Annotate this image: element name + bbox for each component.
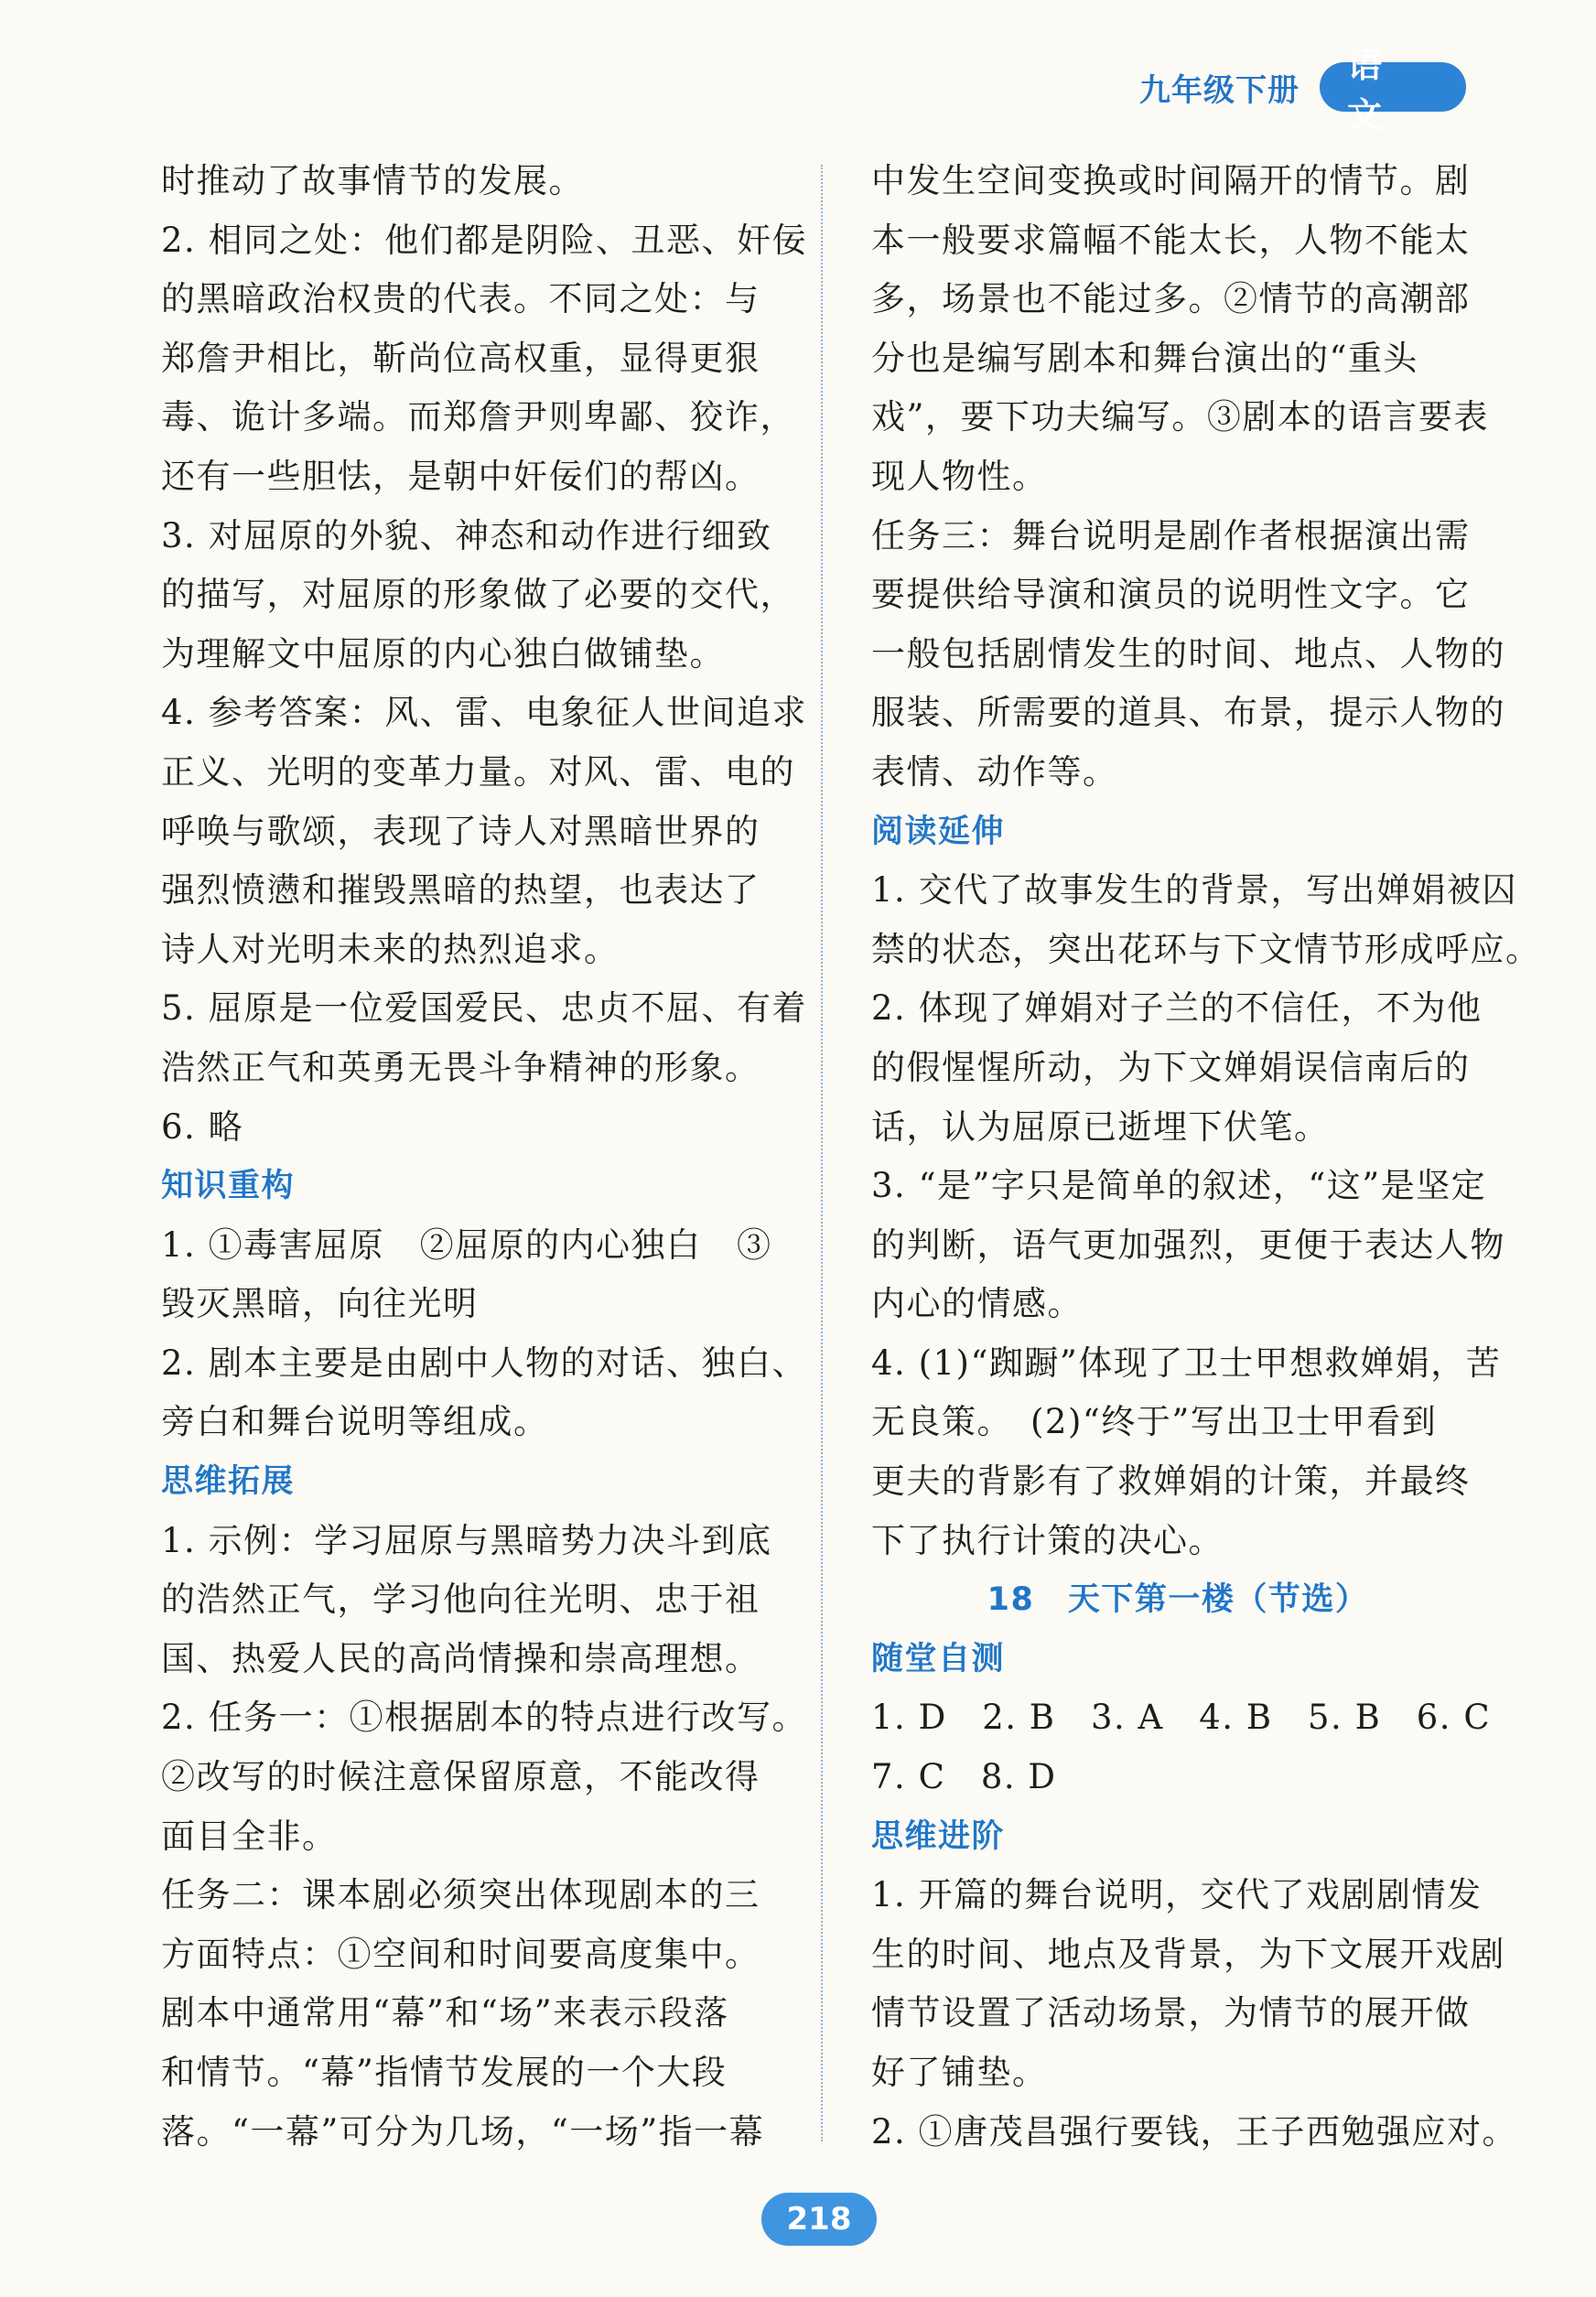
text-line: 正义、光明的变革力量。对风、雷、电的 bbox=[161, 751, 795, 792]
text-line: 任务三：舞台说明是剧作者根据演出需 bbox=[871, 515, 1471, 555]
text-line: 4. 参考答案：风、雷、电象征人世间追求 bbox=[161, 693, 808, 733]
text-line: 多，场景也不能过多。②情节的高潮部 bbox=[871, 279, 1471, 319]
text-line: 好了铺垫。 bbox=[871, 2053, 1048, 2092]
page-number: 218 bbox=[761, 2193, 877, 2246]
right-column bbox=[871, 152, 1541, 2162]
text-line: 本一般要求篇幅不能太长，人物不能太 bbox=[871, 220, 1471, 260]
text-line: 下了执行计策的决心。 bbox=[871, 1520, 1224, 1560]
section-heading: 阅读延伸 bbox=[871, 813, 1006, 850]
text-line: 郑詹尹相比，靳尚位高权重，显得更狠 bbox=[161, 338, 760, 378]
text-line: 2. 剧本主要是由剧中人物的对话、独白、 bbox=[161, 1343, 808, 1383]
text-line: 毒、诡计多端。而郑詹尹则卑鄙、狡诈， bbox=[161, 397, 795, 437]
text-line: 为理解文中屈原的内心独白做铺垫。 bbox=[161, 633, 725, 674]
text-line: 1. 交代了故事发生的背景，写出婵娟被囚 bbox=[871, 870, 1518, 911]
text-line: 和情节。“幕”指情节发展的一个大段 bbox=[161, 2053, 728, 2092]
subject-badge: 语文 bbox=[1320, 62, 1466, 112]
text-line: 毁灭黑暗，向往光明 bbox=[161, 1284, 479, 1324]
text-line: 1. D 2. B 3. A 4. B 5. B 6. C bbox=[871, 1698, 1492, 1738]
text-line: 国、热爱人民的高尚情操和崇高理想。 bbox=[161, 1638, 760, 1678]
text-line: 6. 略 bbox=[161, 1106, 244, 1147]
text-line: 时推动了故事情节的发展。 bbox=[161, 161, 584, 200]
text-line: 2. 相同之处：他们都是阴险、丑恶、奸佞 bbox=[161, 220, 808, 260]
text-line: 浩然正气和英勇无畏斗争精神的形象。 bbox=[161, 1047, 760, 1087]
left-column bbox=[161, 152, 808, 2162]
text-line: 表情、动作等。 bbox=[871, 751, 1118, 792]
lesson-title: 18 天下第一楼（节选） bbox=[987, 1581, 1369, 1619]
column-divider bbox=[821, 165, 823, 2141]
text-line: 一般包括剧情发生的时间、地点、人物的 bbox=[871, 633, 1505, 674]
text-line: 3. 对屈原的外貌、神态和动作进行细致 bbox=[161, 515, 772, 555]
text-line: 的浩然正气，学习他向往光明、忠于祖 bbox=[161, 1580, 760, 1620]
text-line: 诗人对光明未来的热烈追求。 bbox=[161, 929, 620, 969]
text-line: 禁的状态，突出花环与下文情节形成呼应。 bbox=[871, 929, 1541, 969]
text-line: 2. 任务一：①根据剧本的特点进行改写。 bbox=[161, 1698, 808, 1738]
section-heading: 思维拓展 bbox=[161, 1463, 296, 1501]
section-heading: 随堂自测 bbox=[871, 1640, 1006, 1677]
text-line: 的描写，对屈原的形象做了必要的交代， bbox=[161, 575, 795, 615]
text-line: 3. “是”字只是简单的叙述，“这”是坚定 bbox=[871, 1166, 1487, 1206]
text-line: 面目全非。 bbox=[161, 1816, 338, 1856]
text-line: 1. ①毒害屈原 ②屈原的内心独白 ③ bbox=[161, 1224, 772, 1265]
text-line: 话，认为屈原已逝埋下伏笔。 bbox=[871, 1106, 1330, 1147]
text-line: 1. 示例：学习屈原与黑暗势力决斗到底 bbox=[161, 1520, 772, 1560]
text-line: 1. 开篇的舞台说明，交代了戏剧剧情发 bbox=[871, 1875, 1483, 1915]
section-heading: 知识重构 bbox=[161, 1168, 296, 1205]
text-line: 7. C 8. D bbox=[871, 1757, 1057, 1797]
text-line: 还有一些胆怯，是朝中奸佞们的帮凶。 bbox=[161, 456, 760, 496]
text-line: 4. (1)“踟蹰”体现了卫士甲想救婵娟，苦 bbox=[871, 1343, 1502, 1383]
text-line: 现人物性。 bbox=[871, 456, 1048, 496]
text-line: 2. 体现了婵娟对子兰的不信任，不为他 bbox=[871, 988, 1483, 1029]
text-line: ②改写的时候注意保留原意，不能改得 bbox=[161, 1757, 760, 1797]
text-line: 旁白和舞台说明等组成。 bbox=[161, 1402, 549, 1442]
text-line: 强烈愤懑和摧毁黑暗的热望，也表达了 bbox=[161, 870, 760, 911]
text-line: 剧本中通常用“幕”和“场”来表示段落 bbox=[161, 1993, 729, 2033]
text-line: 的判断，语气更加强烈，更便于表达人物 bbox=[871, 1224, 1505, 1265]
text-line: 的黑暗政治权贵的代表。不同之处：与 bbox=[161, 279, 760, 319]
text-line: 要提供给导演和演员的说明性文字。它 bbox=[871, 575, 1471, 615]
text-line: 情节设置了活动场景，为情节的展开做 bbox=[871, 1993, 1471, 2033]
text-line: 更夫的背影有了救婵娟的计策，并最终 bbox=[871, 1461, 1471, 1502]
text-line: 任务二：课本剧必须突出体现剧本的三 bbox=[161, 1875, 760, 1915]
page-header bbox=[1139, 44, 1466, 135]
text-line: 中发生空间变换或时间隔开的情节。剧 bbox=[871, 161, 1471, 200]
text-line: 服装、所需要的道具、布景，提示人物的 bbox=[871, 693, 1505, 733]
text-line: 分也是编写剧本和舞台演出的“重头 bbox=[871, 338, 1418, 378]
text-line: 生的时间、地点及背景，为下文展开戏剧 bbox=[871, 1934, 1505, 1974]
text-line: 落。“一幕”可分为几场，“一场”指一幕 bbox=[161, 2111, 765, 2151]
section-heading: 思维进阶 bbox=[871, 1817, 1006, 1855]
text-line: 无良策。 (2)“终于”写出卫士甲看到 bbox=[871, 1402, 1438, 1442]
text-line: 的假惺惺所动，为下文婵娟误信南后的 bbox=[871, 1047, 1471, 1087]
text-line: 呼唤与歌颂，表现了诗人对黑暗世界的 bbox=[161, 811, 760, 851]
text-line: 2. ①唐茂昌强行要钱，王子西勉强应对。 bbox=[871, 2111, 1518, 2151]
grade-label: 九年级下册 bbox=[1139, 71, 1299, 109]
text-line: 5. 屈原是一位爱国爱民、忠贞不屈、有着 bbox=[161, 988, 808, 1029]
text-line: 戏”，要下功夫编写。③剧本的语言要表 bbox=[871, 397, 1489, 437]
text-line: 内心的情感。 bbox=[871, 1284, 1083, 1324]
text-line: 方面特点：①空间和时间要高度集中。 bbox=[161, 1934, 760, 1974]
